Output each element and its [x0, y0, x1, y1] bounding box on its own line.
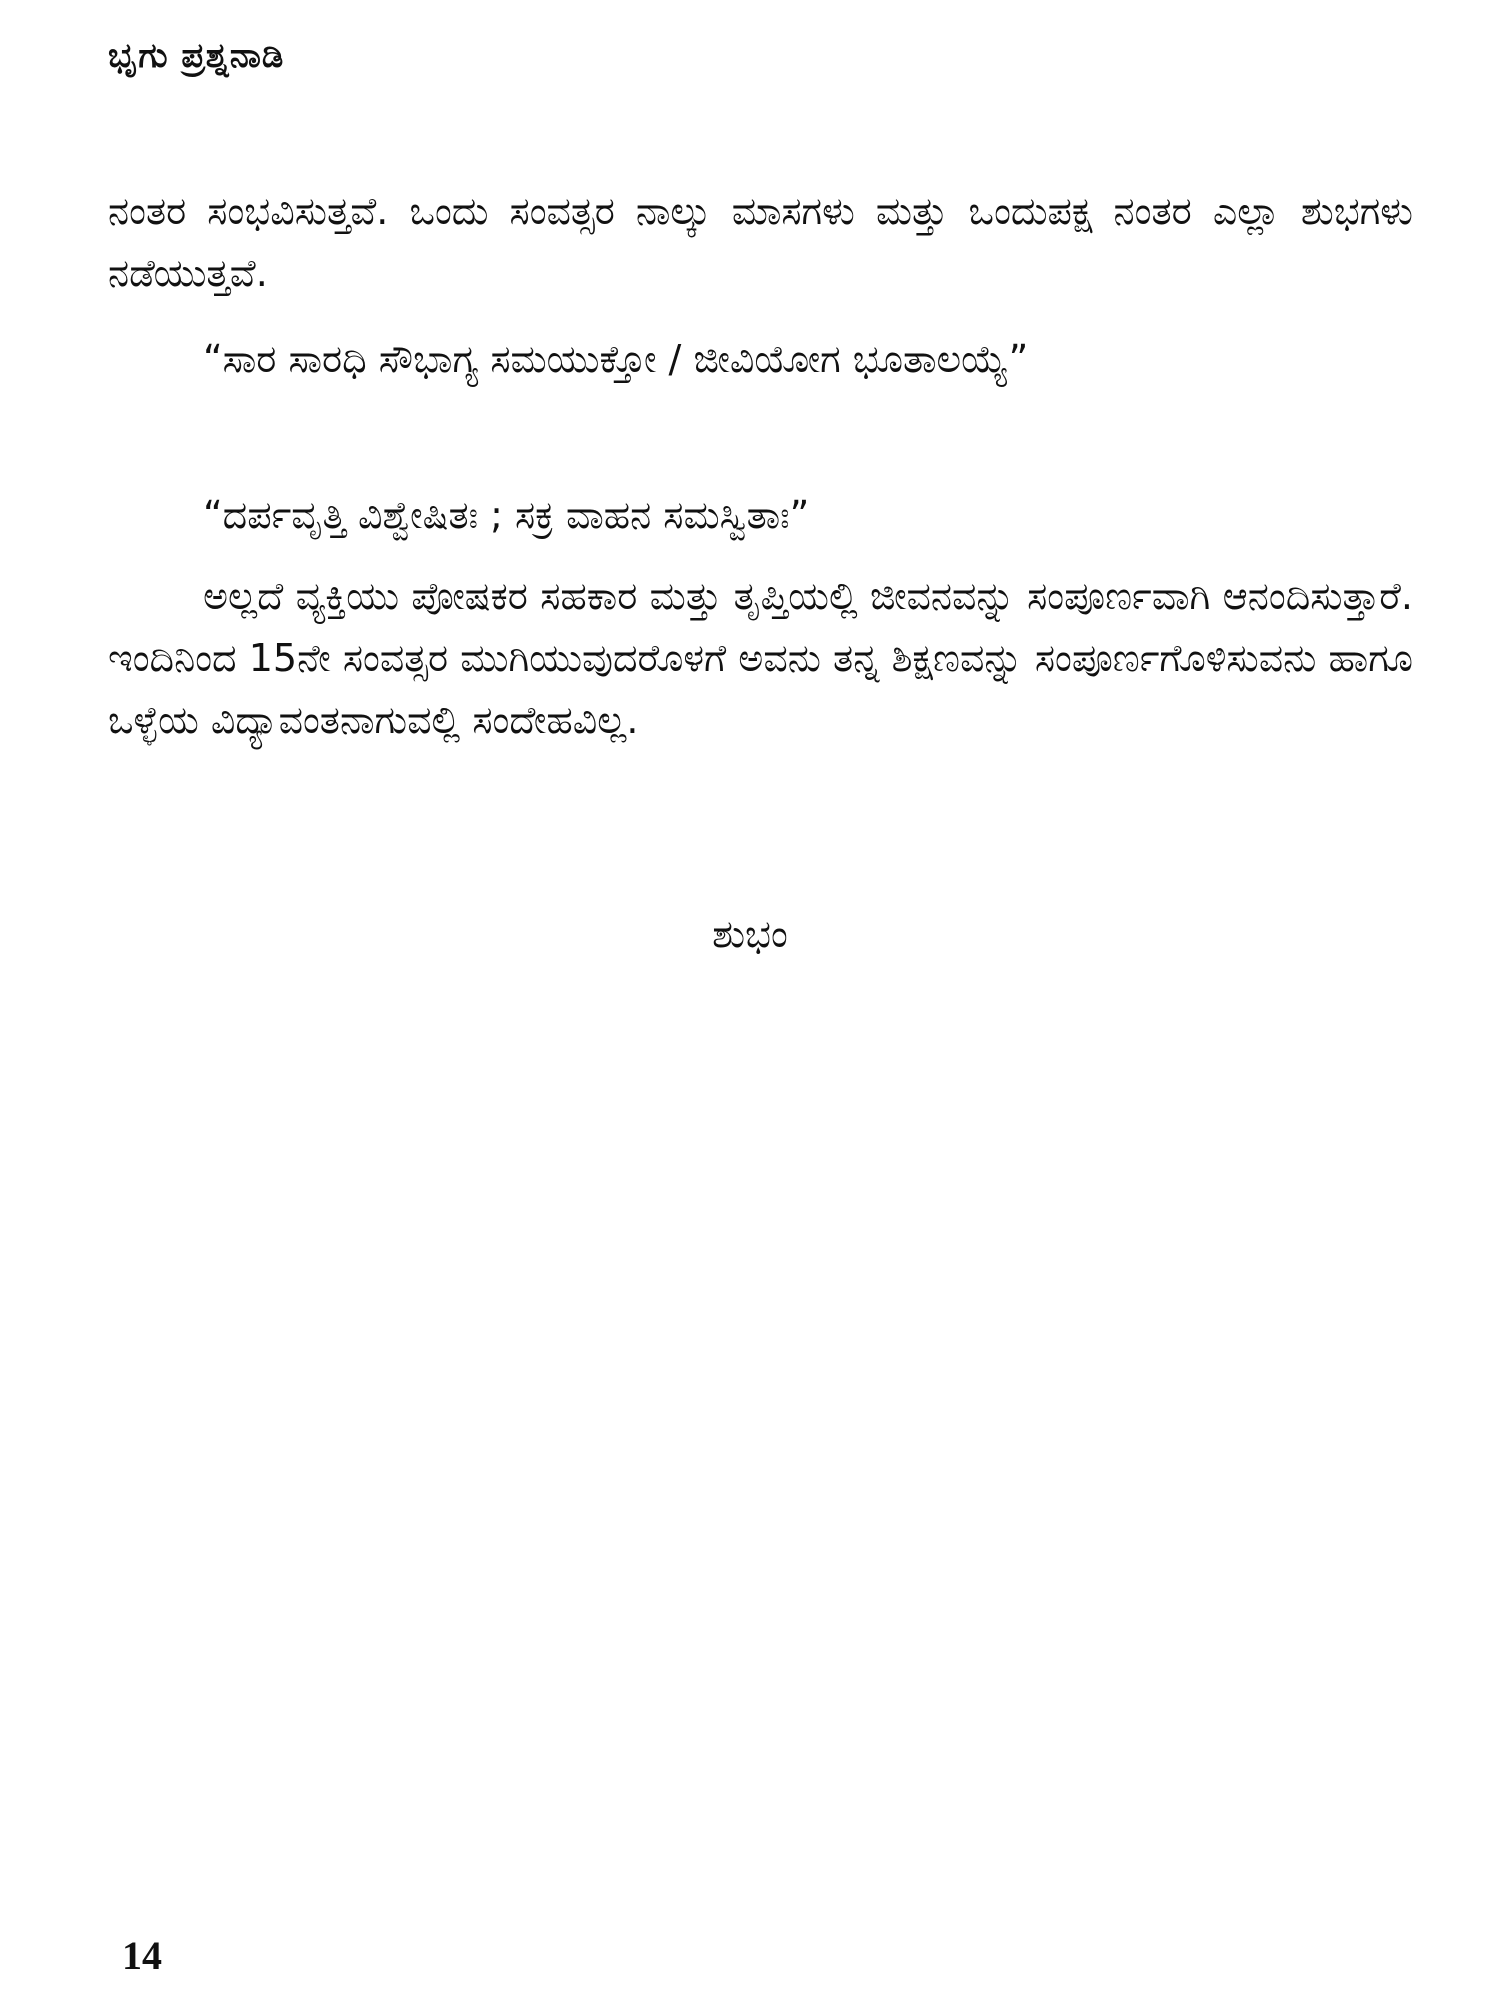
running-header: ಭೃಗು ಪ್ರಶ್ನನಾಡಿ — [108, 36, 285, 76]
paragraph-2: ಅಲ್ಲದೆ ವ್ಯಕ್ತಿಯು ಪೋಷಕರ ಸಹಕಾರ ಮತ್ತು ತೃಪ್ತಿಯಲ್ಲಿ ಜೀವನವನ್ನು ಸಂಪೂರ್ಣವಾಗಿ ಆನಂದಿಸುತ್ತಾರೆ. ಇಂದಿನಿಂದ 15ನೇ ಸಂವತ್ಸರ ಮುಗಿಯುವುದರೊಳಗೆ ಅವನು ತನ್ನ ಶಿಕ್ಷಣವನ್ನು ಸಂಪೂರ್ಣಗೊಳಿಸುವನು ಹಾಗೂ ಒಳ್ಳೆಯ ವಿದ್ಯಾವಂತನಾಗುವಲ್ಲಿ ಸಂದೇಹವಿಲ್ಲ. — [108, 574, 1413, 742]
closing-word: ಶುಭಂ — [712, 912, 788, 956]
page-number: 14 — [122, 1933, 162, 1978]
verse-quote-2: “ದರ್ಪವೃತ್ತಿ ವಿಶ್ವೇಷಿತಃ ; ಸಕ್ರ ವಾಹನ ಸಮಸ್ವಿತಾಃ” — [203, 493, 810, 537]
paragraph-1: ನಂತರ ಸಂಭವಿಸುತ್ತವೆ. ಒಂದು ಸಂವತ್ಸರ ನಾಲ್ಕು ಮಾಸಗಳು ಮತ್ತು ಒಂದುಪಕ್ಷ ನಂತರ ಎಲ್ಲಾ ಶುಭಗಳು ನಡೆಯುತ್ತವೆ. — [108, 189, 1413, 295]
verse-quote-1: “ಸಾರ ಸಾರಧಿ ಸೌಭಾಗ್ಯ ಸಮಯುಕ್ತೋ / ಜೀವಿಯೋಗ ಭೂತಾಲಯ್ಯೆ” — [203, 337, 1029, 381]
